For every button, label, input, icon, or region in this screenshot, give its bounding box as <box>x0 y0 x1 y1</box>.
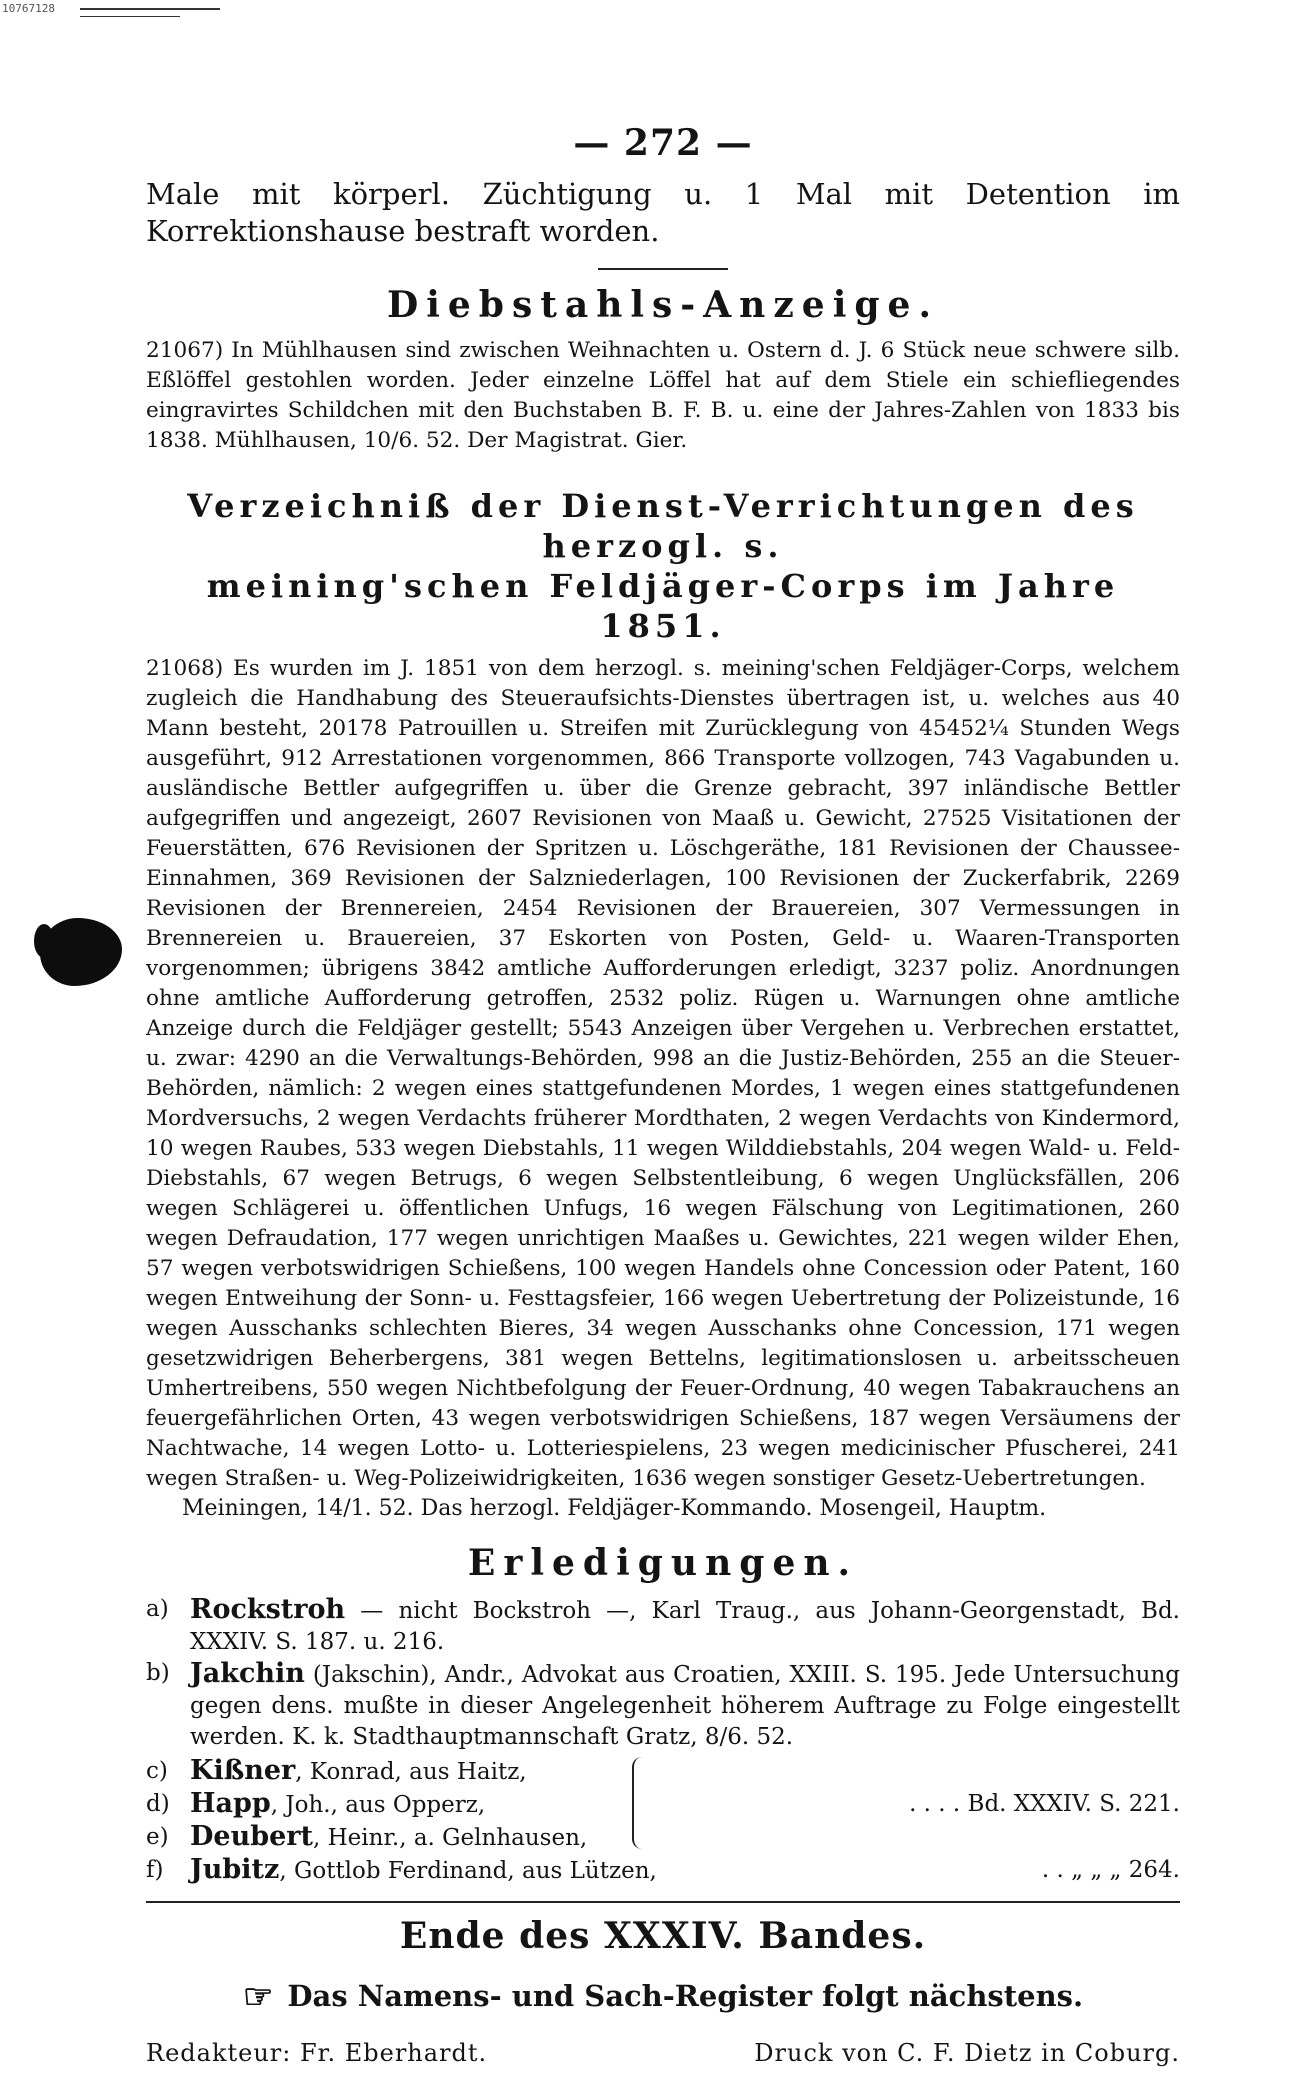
service-report-title-line-2: meining'schen Feldjäger-Corps im Jahre 1851. <box>206 567 1120 645</box>
volume-end-title: Ende des XXXIV. Bandes. <box>146 1901 1180 1957</box>
settlement-entry <box>146 1658 1180 1753</box>
brace <box>632 1757 648 1849</box>
scan-mark-line <box>80 8 220 10</box>
theft-notice-text: 21067) In Mühlhausen sind zwischen Weihnachten u. Ostern d. J. 6 Stück neue schwere silb. Eßlöffel gestohlen worden. Jeder einzelne Löffel hat auf dem Stiele ein schiefliegendes eingravirtes Schildchen mit den Buchstaben B. F. B. u. eine der Jahres-Zahlen von 1833 bis 1838. Mühlhausen, 10/6. 52. Der Magistrat. Gier. <box>146 338 1180 453</box>
settlement-entry <box>146 1594 1180 1658</box>
settlement-entries <box>146 1594 1180 1887</box>
ink-blot <box>40 918 122 986</box>
page-number: — 272 — <box>573 122 753 164</box>
entry-letter: e) <box>146 1824 169 1850</box>
entry-letter: f) <box>146 1857 164 1883</box>
printer-credit: Druck von C. F. Dietz in Coburg. <box>754 2039 1180 2067</box>
section-title-settlements: Erledigungen. <box>467 1542 859 1584</box>
entry-name: Jubitz <box>190 1854 280 1885</box>
settlement-entry <box>146 1788 1180 1821</box>
grouped-entries <box>146 1755 1180 1887</box>
entry-name: Kißner <box>190 1755 296 1786</box>
settlement-entry <box>146 1854 1180 1887</box>
service-report-signature: Meiningen, 14/1. 52. Das herzogl. Feldjäger-Kommando. Mosengeil, Hauptm. <box>182 1496 1047 1521</box>
section-title-service-report <box>146 486 1180 646</box>
document-page <box>146 122 1180 2067</box>
section-divider <box>598 268 728 270</box>
entry-letter: a) <box>146 1596 169 1622</box>
entry-letter: c) <box>146 1758 168 1784</box>
group-reference: . . . . Bd. XXXIV. S. 221. <box>909 1791 1180 1817</box>
entry-text: — nicht Bockstroh —, Karl Traug., aus Johann-Georgenstadt, Bd. XXXIV. S. 187. u. 216. <box>190 1598 1180 1655</box>
pointing-hand-icon: ☞ <box>242 1977 274 2017</box>
entry-letter: d) <box>146 1791 170 1817</box>
entry-text: , Konrad, aus Haitz, <box>295 1759 527 1785</box>
entry-text: (Jakschin), Andr., Advokat aus Croatien, XXIII. S. 195. Jede Untersuchung gegen dens. mußte in dieser Angelegenheit höherem Auftrage zu Folge eingestellt werden. K. k. Stadthauptmannschaft Gratz, 8/6. 52. <box>190 1662 1180 1750</box>
last-entry-reference: . . „ „ „ 264. <box>1041 1857 1180 1883</box>
settlement-entry <box>146 1755 1180 1788</box>
imprint-footer <box>146 2039 1180 2067</box>
settlement-entry <box>146 1821 1180 1854</box>
register-notice <box>146 1977 1180 2017</box>
service-report-text: 21068) Es wurden im J. 1851 von dem herzogl. s. meining'schen Feldjäger-Corps, welchem zugleich die Handhabung des Steueraufsichts-Dienstes übertragen ist, u. welches aus 40 Mann besteht, 20178 Patrouillen u. Streifen mit Zurücklegung von 45452¼ Stunden Wegs ausgeführt, 912 Arrestationen vorgenommen, 866 Transporte vollzogen, 743 Vagabunden u. ausländische Bettler aufgegriffen u. über die Grenze gebracht, 397 inländische Bettler aufgegriffen und angezeigt, 2607 Revisionen von Maaß u. Gewicht, 27525 Visitationen der Feuerstätten, 676 Revisionen der Spritzen u. Löschgeräthe, 181 Revisionen der Chaussee-Einnahmen, 369 Revisionen der Salzniederlagen, 100 Revisionen der Zuckerfabrik, 2269 Revisionen der Brennereien, 2454 Revisionen der Brauereien, 307 Vermessungen in Brennereien u. Brauereien, 37 Eskorten von Posten, Geld- u. Waaren-Transporten vorgenommen; übrigens 3842 amtliche Aufforderungen erledigt, 3237 poliz. Anordnungen ohne amtliche Aufforderung getroffen, 2532 poliz. Rügen u. Warnungen ohne amtliche Anzeige durch die Feldjäger gestellt; 5543 Anzeigen über Vergehen u. Verbrechen erstattet, u. zwar: 4290 an die Verwaltungs-Behörden, 998 an die Justiz-Behörden, 255 an die Steuer-Behörden, nämlich: 2 wegen eines stattgefundenen Mordes, 1 wegen eines stattgefundenen Mordversuchs, 2 wegen Verdachts früherer Mordthaten, 2 wegen Verdachts von Kindermord, 10 wegen Raubes, 533 wegen Diebstahls, 11 wegen Wilddiebstahls, 204 wegen Wald- u. Feld-Diebstahls, 67 wegen Betrugs, 6 wegen Selbstentleibung, 6 wegen Unglücksfällen, 206 wegen Schlägerei u. öffentlichen Unfugs, 16 wegen Fälschung von Legitimationen, 260 wegen Defraudation, 177 wegen unrichtigen Maaßes u. Gewichtes, 221 wegen wilder Ehen, 57 wegen verbotswidrigen Schießens, 100 wegen Handels ohne Concession oder Patent, 160 wegen Entweihung der Sonn- u. Festtagsfeier, 166 wegen Uebertretung der Polizeistunde, 16 wegen Ausschanks schlechten Bieres, 34 wegen Ausschanks ohne Concession, 171 wegen gesetzwidrigen Beherbergens, 381 wegen Bettelns, legitimationslosen u. arbeitsscheuen Umhertreibens, 550 wegen Nichtbefolgung der Feuer-Ordnung, 40 wegen Tabakrauchens an feuergefährlichen Orten, 43 wegen verbotswidrigen Schießens, 187 wegen Versäumens der Nachtwache, 14 wegen Lotto- u. Lotteriespielens, 23 wegen medicinischer Pfuscherei, 241 wegen Straßen- u. Weg-Polizeiwidrigkeiten, 1636 wegen sonstiger Gesetz-Uebertretungen. <box>146 656 1180 1491</box>
section-title-theft-notice: Diebstahls-Anzeige. <box>387 284 939 326</box>
register-notice-text: Das Namens- und Sach-Register folgt nächstens. <box>287 1979 1084 2013</box>
lead-paragraph: Male mit körperl. Züchtigung u. 1 Mal mit Detention im Korrektionshause bestraft worden. <box>146 177 1180 248</box>
entry-letter: b) <box>146 1660 170 1686</box>
entry-name: Rockstroh <box>190 1594 346 1625</box>
entry-name: Jakchin <box>190 1658 305 1689</box>
entry-text: , Heinr., a. Gelnhausen, <box>312 1825 588 1851</box>
scan-mark-line <box>80 16 180 17</box>
entry-name: Deubert <box>190 1821 313 1852</box>
entry-text: , Joh., aus Opperz, <box>270 1792 486 1818</box>
entry-name: Happ <box>190 1788 271 1819</box>
scan-id: 10767128 <box>2 2 55 15</box>
entry-text: , Gottlob Ferdinand, aus Lützen, <box>279 1858 657 1884</box>
editor-credit: Redakteur: Fr. Eberhardt. <box>146 2039 488 2067</box>
service-report-title-line-1: Verzeichniß der Dienst-Verrichtungen des herzogl. s. <box>187 487 1139 565</box>
